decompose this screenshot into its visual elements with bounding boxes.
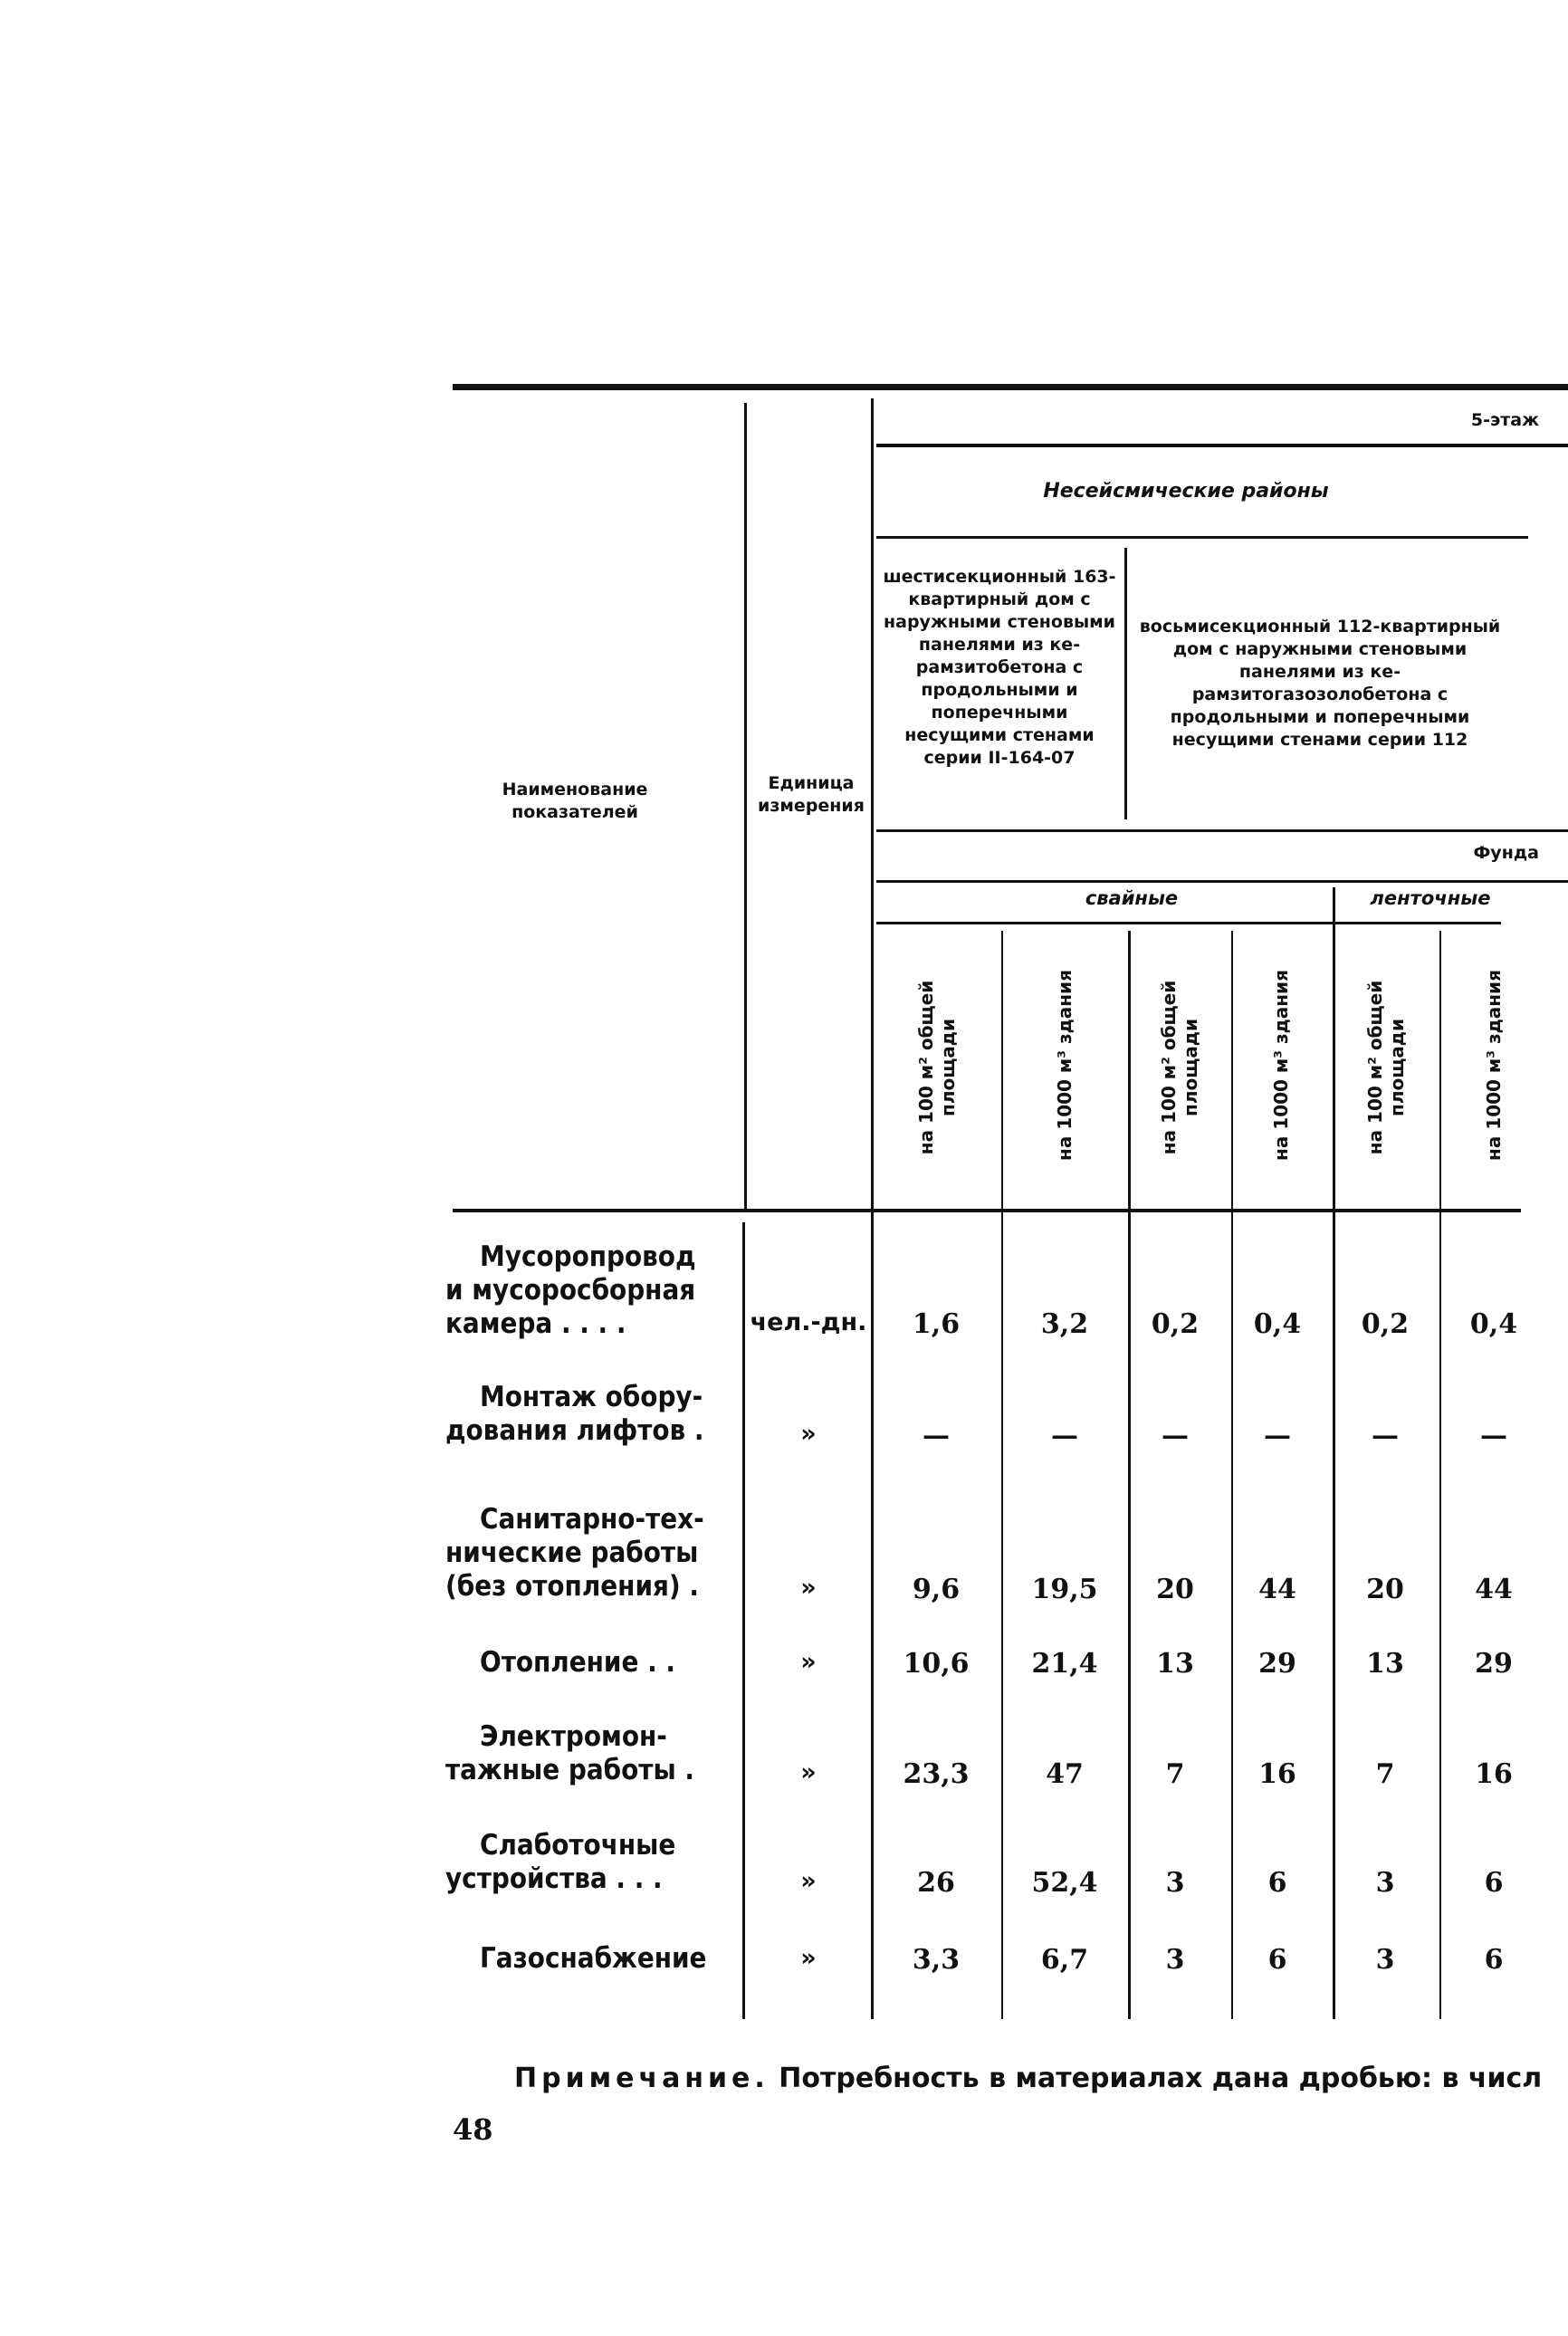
building-rule [876, 829, 1568, 832]
subcol-header-1: на 100 м² общей площади [915, 980, 959, 1155]
row-name-line: камера . . . . [445, 1307, 626, 1340]
row-value: 6,7 [1040, 1944, 1089, 1976]
row-unit: » [800, 1574, 817, 1602]
row-value: 3,3 [912, 1944, 961, 1976]
subcol-header-6: на 1000 м³ здания [1483, 970, 1505, 1161]
row-value: 0,2 [1361, 1308, 1410, 1340]
row-value: 21,4 [1031, 1648, 1098, 1680]
row-value: 9,6 [912, 1574, 961, 1605]
row-name [445, 1646, 675, 1680]
row-name-line: и мусоросборная [445, 1274, 696, 1307]
foundation-header: Фунда [1473, 843, 1539, 863]
row-name-line: Мусоропровод [480, 1240, 696, 1273]
row-value: 6 [1484, 1944, 1504, 1976]
row-value: 20 [1156, 1574, 1194, 1605]
row-name [445, 1381, 704, 1448]
row-unit: » [800, 1648, 817, 1676]
row-value: 20 [1366, 1574, 1404, 1605]
subcol-header-3: на 100 м² общей площади [1158, 980, 1201, 1155]
row-name-line: нические работы [445, 1537, 699, 1569]
row-name-line: Электромон- [480, 1720, 667, 1753]
row-value: 0,2 [1151, 1308, 1200, 1340]
row-value: 3 [1375, 1944, 1395, 1976]
building-b-description: восьмисекционный 112-квартирный дом с наружными стеновыми панелями из керамзитогазозолобетона с продольными и поперечными несущими стенами серии 112 [1139, 617, 1501, 750]
row-value: 3,2 [1040, 1308, 1089, 1340]
row-name-line: Отопление . . [480, 1646, 675, 1679]
row-value: 13 [1366, 1648, 1404, 1680]
row-value: — [1480, 1420, 1507, 1451]
storeys-header: 5-этаж [1470, 410, 1539, 430]
pile-foundation-header: свайные [1085, 887, 1179, 909]
row-unit: » [800, 1420, 817, 1448]
row-name-line: устройства . . . [445, 1862, 663, 1895]
row-name [445, 1720, 694, 1787]
page-number: 48 [453, 2112, 493, 2147]
subcol-divider-2 [1128, 931, 1131, 2019]
row-value: 0,4 [1469, 1308, 1518, 1340]
row-value: — [1162, 1420, 1189, 1451]
row-value: 6 [1484, 1867, 1504, 1899]
subcol-divider-3 [1231, 931, 1233, 2019]
row-name [445, 1240, 696, 1341]
row-value: 1,6 [912, 1308, 961, 1340]
row-value: 3 [1165, 1944, 1185, 1976]
row-value: — [923, 1420, 950, 1451]
row-value: 10,6 [903, 1648, 970, 1680]
col-unit-header: Единица измерения [758, 773, 865, 816]
subcol-divider-1 [1001, 931, 1003, 2019]
subcol-header-4: на 1000 м³ здания [1270, 970, 1292, 1161]
subcol-divider-4 [1439, 931, 1441, 2019]
row-name-line: (без отопления) . [445, 1570, 699, 1603]
row-unit: » [800, 1944, 817, 1972]
row-value: — [1372, 1420, 1399, 1451]
region-rule [876, 536, 1528, 539]
footnote-label: Примечание. [514, 2063, 770, 2094]
footnote-text: Потребность в материалах дана дробью: в числ [779, 2063, 1543, 2094]
strip-foundation-header: ленточные [1370, 887, 1491, 909]
row-name-line: Газоснабжение [480, 1942, 707, 1975]
row-unit: » [800, 1758, 817, 1786]
row-value: 7 [1165, 1758, 1185, 1790]
row-name [445, 1942, 706, 1976]
row-value: 16 [1258, 1758, 1296, 1790]
row-value: 6 [1267, 1867, 1287, 1899]
subcol-header-2: на 1000 м³ здания [1054, 970, 1076, 1161]
values-left-rule [871, 398, 874, 2019]
row-value: 52,4 [1031, 1867, 1098, 1899]
row-value: 44 [1258, 1574, 1296, 1605]
building-divider [1124, 548, 1127, 819]
row-name [445, 1503, 704, 1604]
row-value: 3 [1375, 1867, 1395, 1899]
row-value: 19,5 [1031, 1574, 1098, 1605]
storeys-rule [876, 444, 1568, 447]
table-top-rule [453, 384, 1568, 390]
unit-col-left-rule [744, 403, 747, 1209]
row-unit: чел.-дн. [750, 1308, 867, 1336]
row-value: 47 [1046, 1758, 1084, 1790]
row-value: 6 [1267, 1944, 1287, 1976]
building-a-description: шестисекционный 163-квартирный дом с наружными стеновыми панелями из керамзитобетона с продольными и поперечными несущими стенами серии II-164-07 [883, 567, 1116, 768]
row-name-line: Слаботочные [480, 1829, 676, 1862]
row-name-line: Монтаж обору- [480, 1381, 703, 1413]
row-name-line: тажные работы . [445, 1754, 694, 1786]
row-value: — [1264, 1420, 1291, 1451]
subcol-rule [876, 922, 1501, 924]
region-header: Несейсмические районы [1043, 480, 1329, 503]
row-value: 44 [1475, 1574, 1513, 1605]
row-value: 0,4 [1253, 1308, 1302, 1340]
row-value: 3 [1165, 1867, 1185, 1899]
row-value: 29 [1475, 1648, 1513, 1680]
col-name-header: Наименование показателей [502, 780, 648, 822]
row-name-line: Санитарно-тех- [480, 1503, 704, 1536]
row-value: 29 [1258, 1648, 1296, 1680]
row-value: 26 [917, 1867, 955, 1899]
subcol-header-5: на 100 м² общей площади [1364, 980, 1408, 1155]
row-name [445, 1829, 675, 1896]
row-value: 7 [1375, 1758, 1395, 1790]
pile-strip-divider [1333, 887, 1335, 2019]
row-value: — [1051, 1420, 1078, 1451]
foundation-rule [876, 880, 1568, 883]
row-name-line: дования лифтов . [445, 1414, 704, 1447]
unit-col-body-rule [742, 1222, 745, 2019]
row-value: 16 [1475, 1758, 1513, 1790]
row-value: 23,3 [903, 1758, 970, 1790]
row-value: 13 [1156, 1648, 1194, 1680]
row-unit: » [800, 1867, 817, 1895]
header-bottom-rule [453, 1209, 1521, 1212]
footnote [514, 2063, 1542, 2094]
